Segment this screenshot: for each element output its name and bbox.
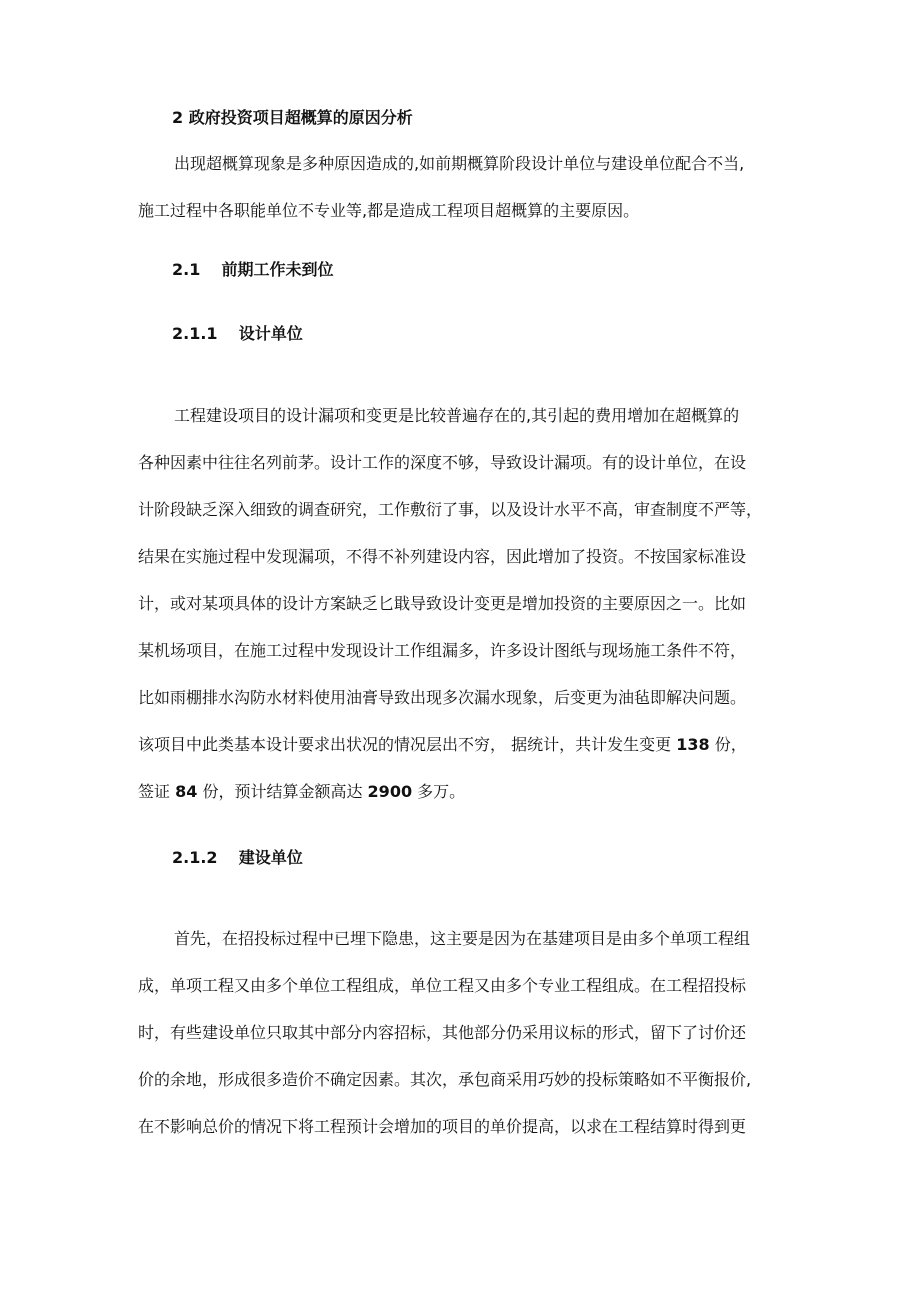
paragraph-line [138,782,465,802]
line-text: 份， [709,735,747,754]
section-2-heading [172,108,824,128]
paragraph-line: 计，或对某项具体的设计方案缺乏匕戢导致设计变更是增加投资的主要原因之一。比如 [138,594,747,613]
section-2-1-2-heading [172,848,824,868]
section-2-1-1-paragraph [138,406,790,826]
line-text: 据统计，共计发生变更 [506,735,677,754]
paragraph-line: 时，有些建设单位只取其中部分内容招标，其他部分仍采用议标的形式，留下了讨价还 [138,1023,747,1042]
paragraph-line: 成，单项工程又由多个单位工程组成，单位工程又由多个专业工程组成。在工程招投标 [138,976,747,995]
section-title: 建设单位 [238,848,303,867]
paragraph-line: 出现超概算现象是多种原因造成的,如前期概算阶段设计单位与建设单位配合不当, [174,154,745,173]
section-title: 前期工作未到位 [221,260,334,279]
section-2-1-1-heading [172,324,824,344]
section-number: 2.1 [172,260,201,279]
paragraph-line: 首先，在招投标过程中已埋下隐患，这主要是因为在基建项目是由多个单项工程组 [174,929,751,948]
section-2-1-2-paragraph [138,929,790,1169]
section-title: 设计单位 [238,324,303,343]
line-text: 份，预计结算金额高达 [197,782,368,801]
paragraph-line [138,735,747,755]
paragraph-line: 结果在实施过程中发现漏项，不得不补列建设内容，因此增加了投资。不按国家标准设 [138,547,747,566]
changes-count: 138 [676,735,710,754]
paragraph-line: 在不影响总价的情况下将工程预计会增加的项目的单价提高，以求在工程结算时得到更 [138,1117,747,1136]
paragraph-line: 某机场项目，在施工过程中发现设计工作组漏多，许多设计图纸与现场施工条件不符， [138,641,747,660]
section-number: 2.1.2 [172,848,218,867]
section-2-title: 2 政府投资项目超概算的原因分析 [172,108,413,127]
line-text: 该项目中此类基本设计要求出状况的情况层出不穷， [138,735,507,754]
section-2-1-heading [172,260,824,280]
line-text: 多万。 [412,782,466,801]
paragraph-line: 施工过程中各职能单位不专业等,都是造成工程项目超概算的主要原因。 [138,201,640,220]
line-text: 签证 [138,782,176,801]
paragraph-line: 各种因素中往往名列前茅。设计工作的深度不够，导致设计漏项。有的设计单位，在设 [138,453,747,472]
settlement-amount: 2900 [367,782,413,801]
paragraph-line: 计阶段缺乏深入细致的调查研究，工作敷衍了事，以及设计水平不高，审查制度不严等， [138,500,763,519]
visa-count: 84 [175,782,198,801]
section-number: 2.1.1 [172,324,218,343]
paragraph-line: 价的余地，形成很多造价不确定因素。其次，承包商采用巧妙的投标策略如不平衡报价, [138,1070,752,1089]
paragraph-line: 工程建设项目的设计漏项和变更是比较普遍存在的,其引起的费用增加在超概算的 [174,406,740,425]
paragraph-line: 比如雨棚排水沟防水材料使用油膏导致出现多次漏水现象，后变更为油毡即解决问题。 [138,688,747,707]
section-2-intro [138,154,790,234]
